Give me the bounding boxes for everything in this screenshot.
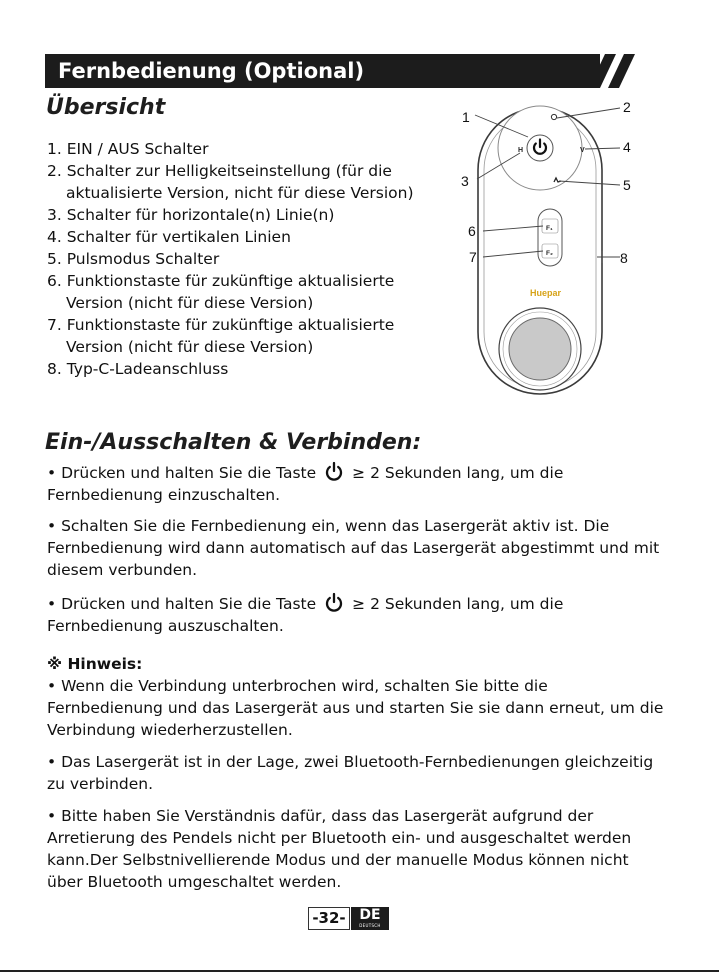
- overview-heading: Übersicht: [46, 95, 166, 120]
- note-paragraph-3: • Bitte haben Sie Verständnis dafür, dass das Lasergerät aufgrund der Arretierung des Pendels nicht per Bluetooth ein- und ausgeschaltet werden kann.Der Selbstnivellierende Modus und der manuelle Modus können nicht über Bluetooth umgeschaltet werden.: [47, 807, 632, 891]
- connect-paragraph-2: • Schalten Sie die Fernbedienung ein, wenn das Lasergerät aktiv ist. Die Fernbedienung wird dann automatisch auf das Lasergerät abgestimmt und mit diesem verbunden.: [47, 517, 660, 579]
- remote-figure: [455, 95, 645, 409]
- connect-p3-before: • Drücken und halten Sie die Taste: [47, 595, 317, 613]
- callout-1: 1: [462, 109, 470, 125]
- callout-2: 2: [623, 99, 631, 115]
- bottom-rule: [0, 970, 719, 972]
- f-key-panel: [538, 209, 562, 266]
- connect-p1-before: • Drücken und halten Sie die Taste: [47, 464, 317, 482]
- key-h-label: H: [518, 147, 524, 154]
- callout-6: 6: [468, 223, 476, 239]
- connect-paragraph-3: [47, 592, 667, 637]
- list-item: 3. Schalter für horizontale(n) Linie(n): [47, 206, 335, 224]
- note-paragraph-1: • Wenn die Verbindung unterbrochen wird, schalten Sie bitte die Fernbedienung und das Lasergerät aus und starten Sie sie dann erneut, um die Verbindung wiederherzustellen.: [47, 677, 664, 739]
- connect-heading: Ein-/Ausschalten & Verbinden:: [45, 430, 422, 455]
- section-title: Fernbedienung (Optional): [58, 59, 365, 83]
- list-item: 2. Schalter zur Helligkeitseinstellung (für die aktualisierte Version, nicht für diese Version): [47, 162, 414, 202]
- list-item: 7. Funktionstaste für zukünftige aktualisierte Version (nicht für diese Version): [47, 316, 395, 356]
- overview-list: [47, 138, 447, 380]
- list-item: 5. Pulsmodus Schalter: [47, 250, 220, 268]
- slash-decoration: [556, 54, 638, 88]
- connect-p3-after: ≥ 2 Sekunden lang, um die Fernbedienung auszuschalten.: [47, 595, 564, 635]
- key-v-label: V: [580, 147, 585, 154]
- connect-paragraph-1: [47, 461, 667, 506]
- language-badge: [351, 907, 389, 930]
- power-icon: [324, 461, 344, 481]
- f2-key-label: F₂: [546, 250, 553, 257]
- callout-7: 7: [469, 249, 477, 265]
- list-item: 6. Funktionstaste für zukünftige aktualisierte Version (nicht für diese Version): [47, 272, 395, 312]
- callout-5: 5: [623, 177, 631, 193]
- list-item: 1. EIN / AUS Schalter: [47, 140, 209, 158]
- callout-3: 3: [461, 173, 469, 189]
- language-code: DE: [359, 907, 381, 923]
- callout-8: 8: [620, 250, 628, 266]
- brand-logo: Huepar: [530, 288, 562, 298]
- language-name: DEUTSCH: [359, 923, 381, 928]
- power-icon: [324, 592, 344, 612]
- note-heading: ※ Hinweis:: [47, 655, 143, 673]
- callout-4: 4: [623, 139, 631, 155]
- connect-p1-after: ≥ 2 Sekunden lang, um die Fernbedienung einzuschalten.: [47, 464, 564, 504]
- bottom-button: [509, 318, 571, 380]
- list-item: 8. Typ-C-Ladeanschluss: [47, 360, 229, 378]
- list-item: 4. Schalter für vertikalen Linien: [47, 228, 291, 246]
- page-number: -32-: [308, 907, 350, 930]
- f1-key-label: F₁: [546, 225, 553, 232]
- note-paragraph-2: • Das Lasergerät ist in der Lage, zwei Bluetooth-Fernbedienungen gleichzeitig zu verbinden.: [47, 753, 654, 793]
